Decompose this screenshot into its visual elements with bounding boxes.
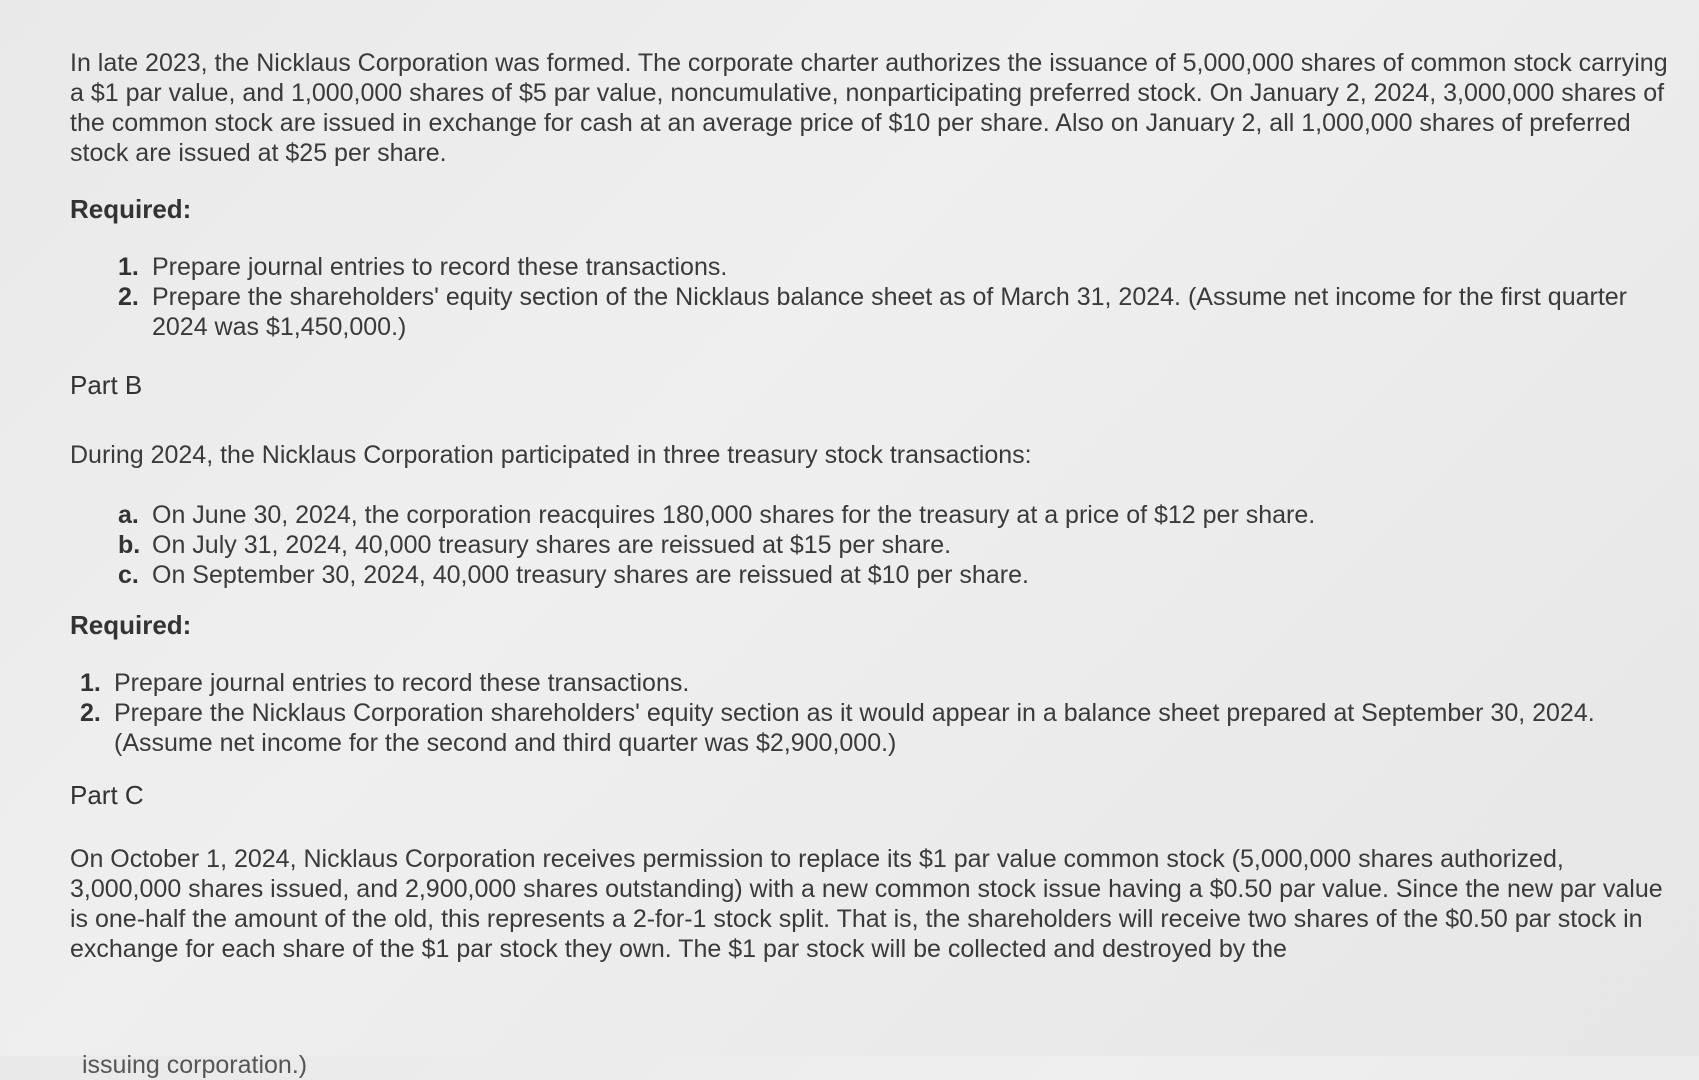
list-item — [118, 500, 1588, 530]
part-b-required-list — [80, 668, 1670, 758]
treasury-transactions-list — [118, 500, 1588, 590]
list-marker: c. — [118, 561, 139, 589]
list-marker: 1. — [80, 669, 101, 697]
list-item — [118, 252, 1658, 282]
list-item-text: On June 30, 2024, the corporation reacquires 180,000 shares for the treasury at a price of $12 per share. — [152, 501, 1316, 529]
list-marker: 2. — [118, 283, 139, 311]
part-c-paragraph: On October 1, 2024, Nicklaus Corporation receives permission to replace its $1 par value common stock (5,000,000 shares authorized, 3,000,000 shares issued, and 2,900,000 shares outstanding) with a new common stock issue having a $0.50 par value. Since the new par value is one-half the amount of the old, this represents a 2-for-1 stock split. That is, the shareholders will receive two shares of the $0.50 par stock in exchange for each share of the $1 par stock they own. The $1 par stock will be collected and destroyed by the — [70, 845, 1663, 963]
list-item-text: On July 31, 2024, 40,000 treasury shares are reissued at $15 per share. — [152, 531, 952, 559]
part-b-intro: During 2024, the Nicklaus Corporation participated in three treasury stock transactions: — [70, 441, 1032, 469]
problem-document — [70, 48, 1680, 964]
list-item-text: On September 30, 2024, 40,000 treasury shares are reissued at $10 per share. — [152, 561, 1029, 589]
part-a-required-heading: Required: — [70, 194, 192, 224]
list-item — [80, 668, 1670, 698]
list-item — [118, 560, 1588, 590]
part-c-heading: Part C — [70, 780, 144, 810]
list-item-text: Prepare the Nicklaus Corporation shareholders' equity section as it would appear in a balance sheet prepared at September 30, 2024. (Assume net income for the second and third quarter was $2,900,000.) — [114, 699, 1595, 757]
list-marker: 2. — [80, 699, 101, 727]
intro-paragraph: In late 2023, the Nicklaus Corporation was formed. The corporate charter authorizes the issuance of 5,000,000 shares of common stock carrying a $1 par value, and 1,000,000 shares of $5 par value, noncumulative, nonparticipating preferred stock. On January 2, 2024, 3,000,000 shares of the common stock are issued in exchange for cash at an average price of $10 per share. Also on January 2, all 1,000,000 shares of preferred stock are issued at $25 per share. — [70, 49, 1668, 167]
list-item — [80, 698, 1670, 758]
part-b-heading: Part B — [70, 370, 143, 400]
list-item-text: Prepare the shareholders' equity section of the Nicklaus balance sheet as of March 31, 2024. (Assume net income for the first quarter 2024 was $1,450,000.) — [152, 283, 1627, 341]
list-marker: b. — [118, 531, 141, 559]
cutoff-text-line: issuing corporation.) — [82, 1051, 308, 1079]
list-item — [118, 530, 1588, 560]
part-a-required-list — [118, 252, 1658, 342]
list-item — [118, 282, 1658, 342]
list-item-text: Prepare journal entries to record these transactions. — [114, 669, 690, 697]
part-b-required-heading: Required: — [70, 610, 192, 640]
list-item-text: Prepare journal entries to record these transactions. — [152, 253, 728, 281]
list-marker: a. — [118, 501, 139, 529]
list-marker: 1. — [118, 253, 139, 281]
